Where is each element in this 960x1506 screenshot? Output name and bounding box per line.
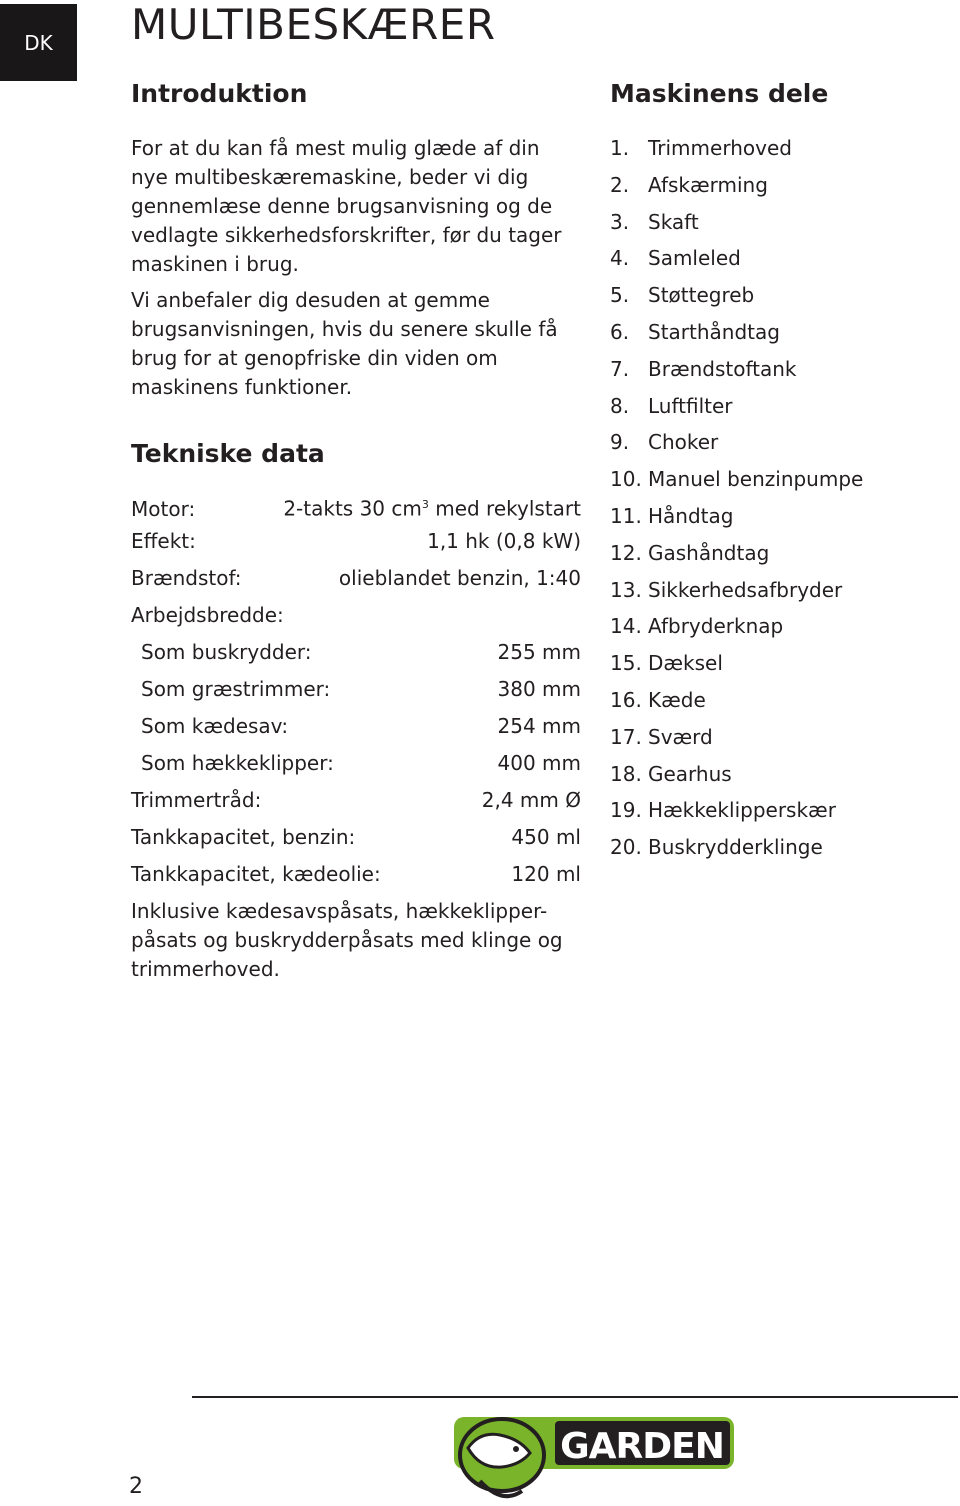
part-number: 1. [610, 136, 630, 160]
spec-value: 120 ml [511, 862, 581, 886]
part-number: 20. [610, 835, 642, 860]
parts-list-item [610, 428, 950, 465]
part-number: 19. [610, 798, 642, 823]
parts-list-item [610, 649, 950, 686]
part-label: Gashåndtag [648, 540, 770, 565]
spec-value: 450 ml [511, 825, 581, 849]
part-number: 13. [610, 577, 642, 602]
spec-label: Trimmertråd: [131, 788, 262, 812]
logo-text: GARDEN [560, 1426, 724, 1467]
intro-text [131, 134, 581, 402]
part-number: 12. [610, 540, 642, 565]
spec-label: Som hækkeklipper: [141, 751, 334, 775]
parts-list-item [610, 576, 950, 613]
intro-heading: Introduktion [131, 79, 308, 108]
spec-label: Motor: [131, 496, 196, 521]
spec-value: 1,1 hk (0,8 kW) [427, 529, 581, 553]
page-title: MULTIBESKÆRER [131, 0, 496, 49]
left-column [131, 74, 581, 984]
part-number: 2. [610, 172, 630, 197]
part-label: Hækkeklipperskær [648, 798, 836, 823]
spec-value: 255 mm [497, 640, 581, 664]
footer-divider [192, 1396, 958, 1398]
part-number: 14. [610, 614, 642, 639]
part-label: Manuel benzinpumpe [648, 467, 864, 492]
parts-heading: Maskinens dele [610, 79, 829, 108]
part-label: Buskrydderklinge [648, 835, 823, 860]
part-number: 4. [610, 246, 630, 271]
spec-row-arbejdsbredde [131, 601, 581, 638]
part-number: 10. [610, 467, 642, 492]
part-label: Afskærming [648, 172, 768, 197]
parts-list-item [610, 686, 950, 723]
specs-table [131, 490, 581, 984]
parts-list-item [610, 171, 950, 208]
parts-list-item [610, 134, 950, 171]
right-column [610, 74, 950, 870]
spec-label: Brændstof: [131, 566, 242, 590]
spec-label: Tankkapacitet, benzin: [131, 825, 356, 849]
part-label: Kæde [648, 687, 706, 712]
spec-row-motor [131, 490, 581, 527]
spec-row-tank-kaedeolie [131, 860, 581, 897]
part-label: Sværd [648, 724, 713, 749]
parts-list-item [610, 833, 950, 870]
part-number: 7. [610, 356, 630, 381]
spec-label: Tankkapacitet, kædeolie: [131, 862, 381, 886]
part-label: Afbryderknap [648, 614, 784, 639]
spec-row-kaedesav [131, 712, 581, 749]
spec-label: Som græstrimmer: [141, 677, 331, 701]
intro-paragraph: For at du kan få mest mulig glæde af din nye multibeskæremaskine, beder vi dig gennemlæse denne brugsanvisning og de vedlagte sikkerhedsforskrifter, før du tager maskinen i brug. [131, 136, 562, 276]
spec-value: 2,4 mm Ø [481, 788, 581, 812]
part-number: 18. [610, 761, 642, 786]
parts-list-item [610, 796, 950, 833]
part-label: Dæksel [648, 651, 723, 676]
part-number: 15. [610, 651, 642, 676]
parts-list [610, 134, 950, 870]
part-number: 17. [610, 724, 642, 749]
parts-list-item [610, 281, 950, 318]
specs-heading: Tekniske data [131, 439, 325, 468]
part-label: Håndtag [648, 503, 734, 528]
part-number: 8. [610, 393, 630, 418]
part-label: Luftfilter [648, 393, 733, 418]
parts-list-item [610, 465, 950, 502]
spec-row-braendstof [131, 564, 581, 601]
page-number: 2 [129, 1474, 143, 1499]
spec-row-buskrydder [131, 638, 581, 675]
spec-row-trimmertraad [131, 786, 581, 823]
part-label: Skaft [648, 209, 699, 234]
spec-row-haekkeklipper [131, 749, 581, 786]
parts-list-item [610, 612, 950, 649]
spec-label: Effekt: [131, 529, 196, 553]
parts-list-item [610, 502, 950, 539]
part-number: 16. [610, 687, 642, 712]
specs-note: Inklusive kædesavspåsats, hækkeklipper-påsats og buskrydderpåsats med klinge og trimmerhoved. [131, 899, 563, 981]
part-number: 5. [610, 283, 630, 308]
spec-label: Som kædesav: [141, 714, 289, 738]
part-label: Starthåndtag [648, 319, 780, 344]
intro-paragraph: Vi anbefaler dig desuden at gemme brugsanvisningen, hvis du senere skulle få brug for at genopfriske din viden om maskinens funktioner. [131, 288, 558, 399]
parts-list-item [610, 760, 950, 797]
spec-row-graestrimmer [131, 675, 581, 712]
part-label: Trimmerhoved [648, 136, 792, 160]
spec-value: 254 mm [497, 714, 581, 738]
parts-list-item [610, 723, 950, 760]
spec-value: 2-takts 30 $cm^3$ med rekylstart [283, 496, 581, 521]
parts-list-item [610, 208, 950, 245]
parts-list-item [610, 392, 950, 429]
language-tab: DK [0, 4, 77, 81]
spec-value: olieblandet benzin, 1:40 [338, 566, 581, 590]
part-number: 6. [610, 319, 630, 344]
parts-list-item [610, 539, 950, 576]
spec-label: Som buskrydder: [141, 640, 312, 664]
parts-list-item [610, 244, 950, 281]
spec-value: 400 mm [497, 751, 581, 775]
garden-logo [450, 1413, 735, 1503]
spec-row-effekt [131, 527, 581, 564]
part-number: 11. [610, 503, 642, 528]
part-number: 3. [610, 209, 630, 234]
spec-row-tank-benzin [131, 823, 581, 860]
part-label: Brændstoftank [648, 356, 797, 381]
part-number: 9. [610, 430, 630, 455]
beaver-icon [460, 1419, 544, 1496]
part-label: Sikkerhedsafbryder [648, 577, 843, 602]
parts-list-item [610, 318, 950, 355]
spec-value: 380 mm [497, 677, 581, 701]
parts-list-item [610, 355, 950, 392]
part-label: Gearhus [648, 761, 732, 786]
spec-label: Arbejdsbredde: [131, 603, 284, 627]
part-label: Choker [648, 430, 719, 455]
part-label: Støttegreb [648, 283, 755, 308]
part-label: Samleled [648, 246, 741, 271]
